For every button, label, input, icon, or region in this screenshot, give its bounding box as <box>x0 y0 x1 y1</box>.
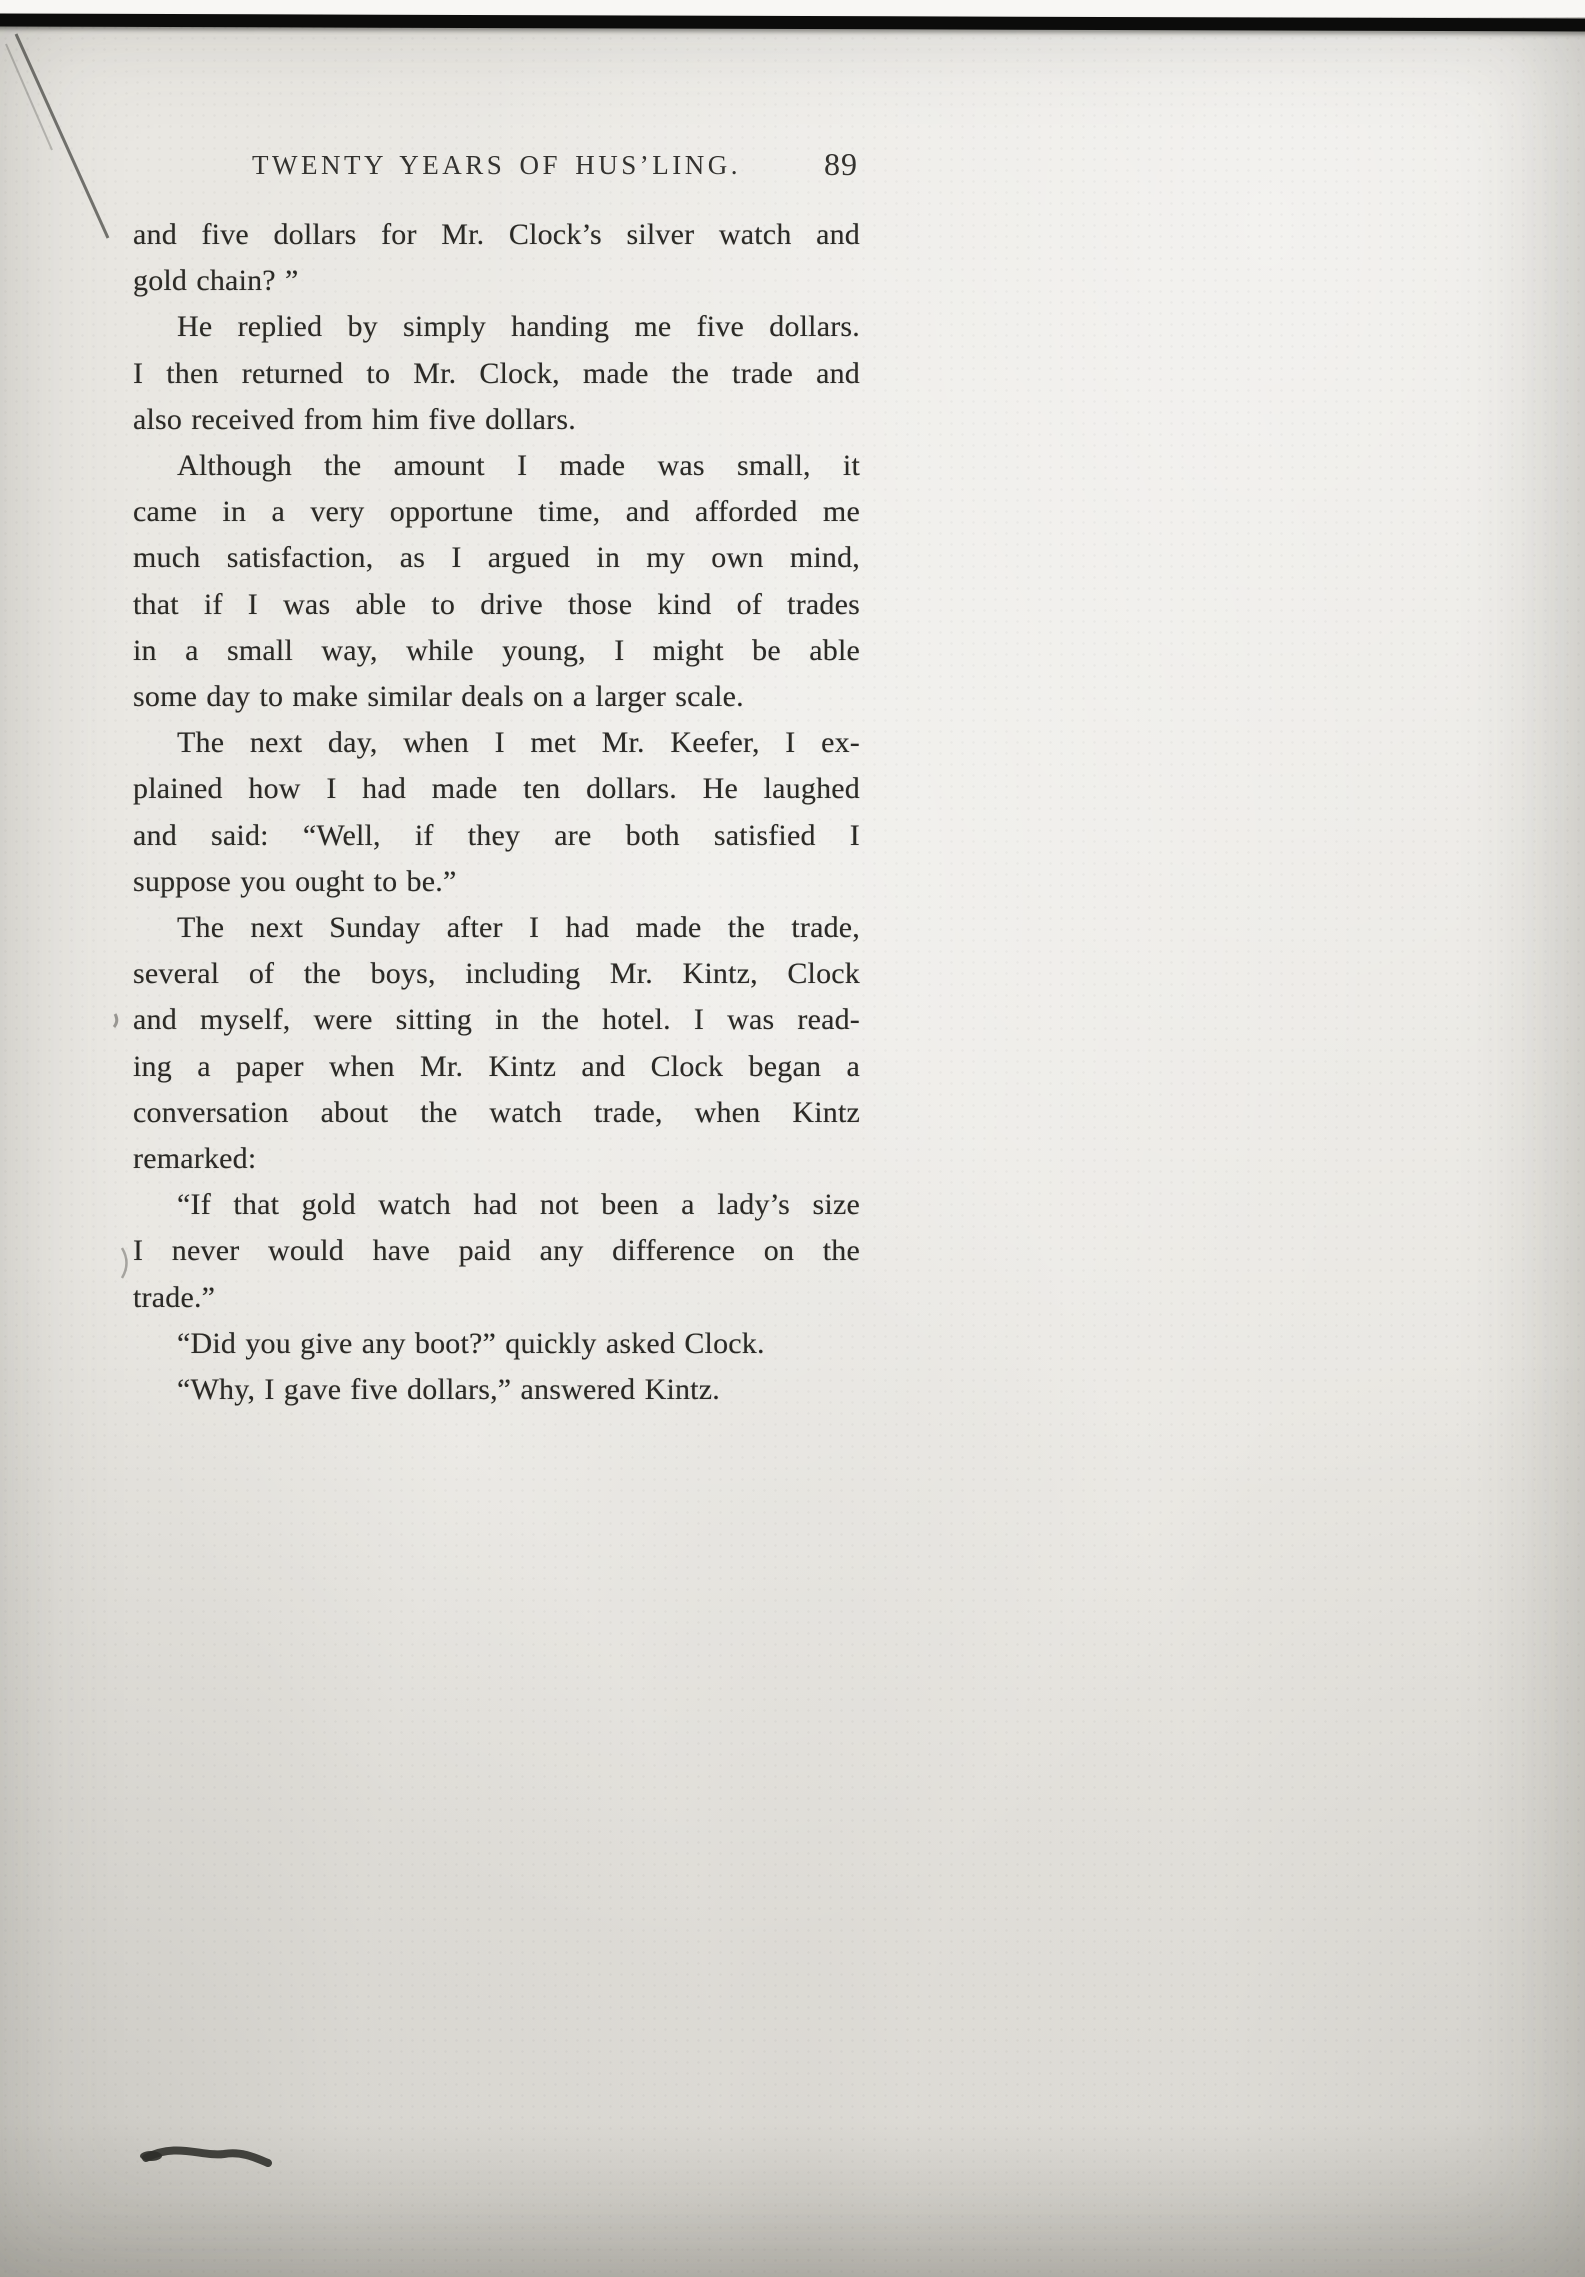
margin-mark-icon <box>114 1014 117 1027</box>
text-line: ing a paper when Mr. Kintz and Clock began a <box>133 1049 860 1083</box>
paragraph <box>133 1321 860 1367</box>
text-line: came in a very opportune time, and afforded me <box>133 495 860 529</box>
text-line: suppose you ought to be.” <box>133 864 457 898</box>
text-line: He replied by simply handing me five dollars. <box>177 310 860 344</box>
paragraph <box>133 1367 860 1413</box>
text-line: also received from him five dollars. <box>133 402 576 436</box>
text-line: conversation about the watch trade, when Kintz <box>133 1095 860 1129</box>
text-line: and five dollars for Mr. Clock’s silver watch and <box>133 218 860 251</box>
text-line: “If that gold watch had not been a lady’s size <box>177 1188 860 1222</box>
text-line: and said: “Well, if they are both satisfied I <box>133 818 860 852</box>
text-line: I then returned to Mr. Clock, made the trade and <box>133 356 860 390</box>
margin-mark-icon <box>122 1248 127 1278</box>
text-line: remarked: <box>133 1142 257 1176</box>
paragraph <box>133 720 860 905</box>
text-line: several of the boys, including Mr. Kintz, Clock <box>133 957 860 991</box>
text-line: gold chain? ” <box>133 264 299 298</box>
text-line: Although the amount I made was small, it <box>177 449 860 483</box>
text-line: “Why, I gave five dollars,” answered Kintz. <box>177 1373 720 1407</box>
text-line: “Did you give any boot?” quickly asked Clock. <box>177 1326 765 1360</box>
page-header <box>133 146 860 190</box>
text-line: much satisfaction, as I argued in my own mind, <box>133 541 860 575</box>
text-line: in a small way, while young, I might be able <box>133 633 860 667</box>
page-corner-fold-icon <box>16 34 108 238</box>
ink-smudge-icon <box>140 2151 162 2161</box>
text-line: The next Sunday after I had made the trade, <box>177 911 860 945</box>
paragraph <box>133 443 860 720</box>
text-line: and myself, were sitting in the hotel. I was read- <box>133 1003 860 1037</box>
paragraph <box>133 212 860 304</box>
text-line: some day to make similar deals on a larger scale. <box>133 680 744 714</box>
text-line: trade.” <box>133 1280 216 1314</box>
paragraph <box>133 905 860 1182</box>
text-line: that if I was able to drive those kind of trades <box>133 587 860 621</box>
paragraph <box>133 304 860 443</box>
page-number: 89 <box>824 146 858 182</box>
text-line: plained how I had made ten dollars. He laughed <box>133 772 860 806</box>
page-corner-fold-faint-icon <box>6 44 52 150</box>
text-line: The next day, when I met Mr. Keefer, I ex- <box>177 726 860 760</box>
page-body <box>133 212 860 1413</box>
running-title: TWENTY YEARS OF HUS’LING. <box>252 150 741 180</box>
ink-smudge-icon <box>146 2150 268 2163</box>
text-line: I never would have paid any difference on the <box>133 1234 860 1268</box>
paragraph <box>133 1182 860 1321</box>
